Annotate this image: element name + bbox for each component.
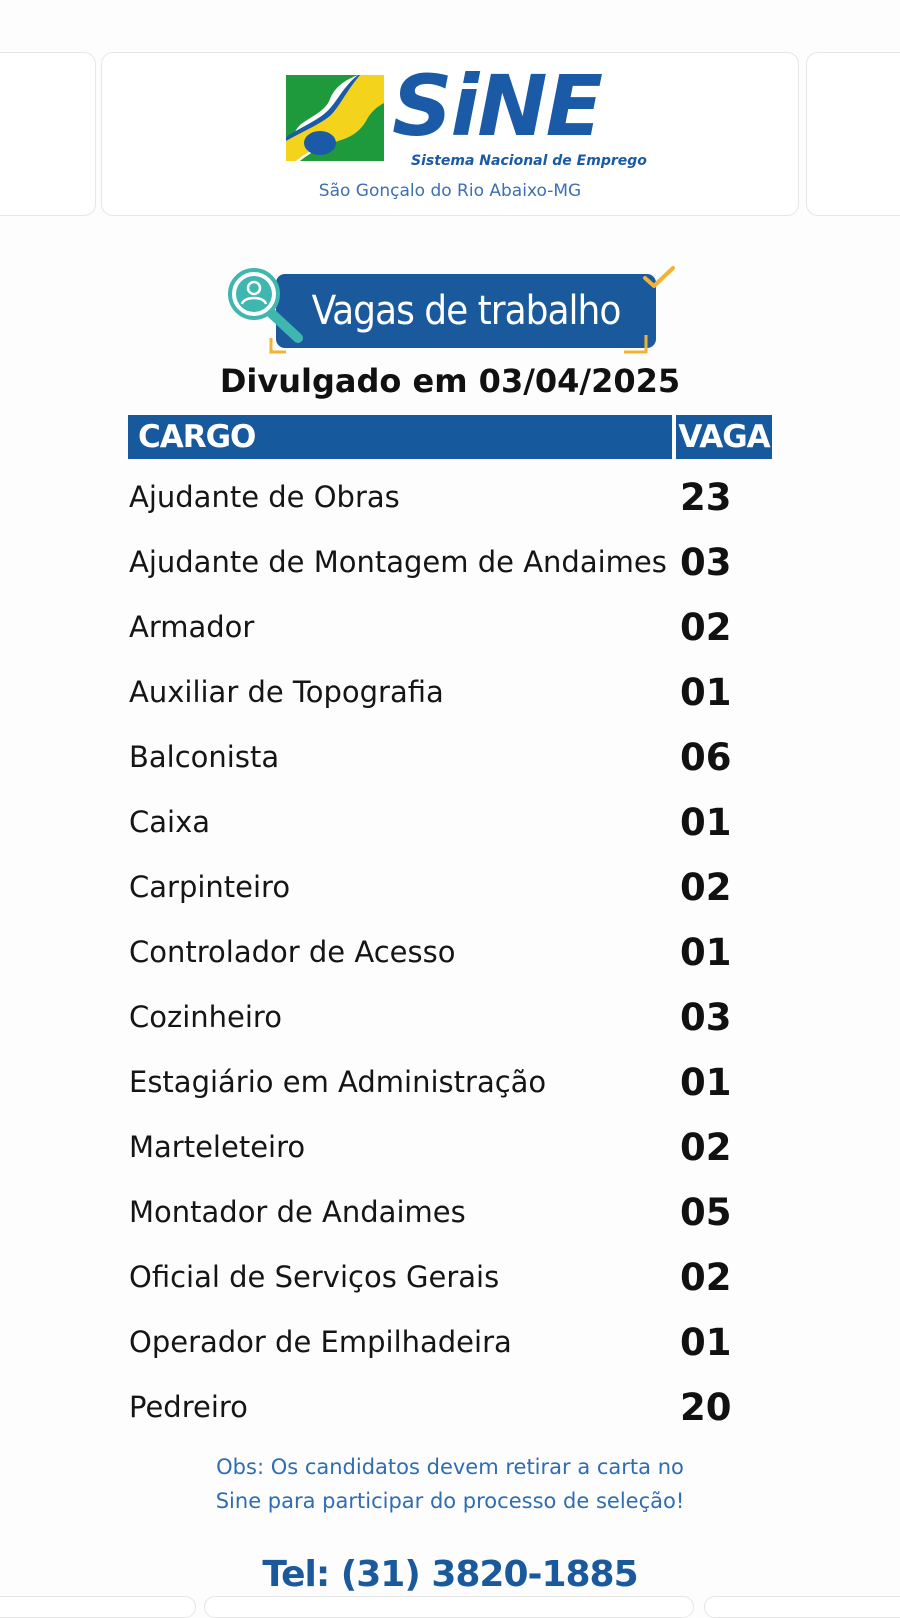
vaga-count: 02 [680,1126,732,1169]
next-carousel-card[interactable] [806,52,900,216]
cargo-name: Pedreiro [129,1390,248,1424]
contact-phone[interactable]: Tel: (31) 3820-1885 [262,1554,638,1595]
cargo-name: Balconista [129,740,280,774]
cargo-name: Cozinheiro [129,1000,282,1034]
prev-carousel-card[interactable] [0,52,96,216]
user-search-icon [228,268,318,358]
vaga-count: 02 [680,866,732,909]
vaga-count: 23 [680,476,732,519]
cargo-name: Montador de Andaimes [129,1195,466,1229]
vaga-count: 01 [680,671,732,714]
vaga-count: 02 [680,1256,732,1299]
header-vaga: VAGA [676,415,772,459]
note-line-1: Obs: Os candidatos devem retirar a carta no [216,1455,684,1479]
table-row [0,604,900,670]
logo-subtitle: Sistema Nacional de Emprego [411,153,647,169]
vaga-count: 01 [680,931,732,974]
vaga-count: 01 [680,801,732,844]
cargo-name: Oficial de Serviços Gerais [129,1260,500,1294]
table-row [0,1059,900,1125]
cargo-name: Ajudante de Montagem de Andaimes [129,545,667,579]
banner-title: Vagas de trabalho [311,288,621,334]
cargo-name: Operador de Empilhadeira [129,1325,512,1359]
table-row [0,669,900,735]
vaga-count: 01 [680,1321,732,1364]
vaga-count: 05 [680,1191,732,1234]
table-row [0,1319,900,1385]
sine-wordmark: SiNE [392,57,601,155]
vaga-count: 03 [680,996,732,1039]
vaga-count: 03 [680,541,732,584]
table-row [0,929,900,995]
published-date: Divulgado em 03/04/2025 [219,362,681,400]
note-line-2: Sine para participar do processo de seleção! [215,1489,685,1513]
vaga-count: 01 [680,1061,732,1104]
table-row [0,1384,900,1450]
logo-card [101,52,799,216]
table-row [0,864,900,930]
table-row [0,994,900,1060]
table-row [0,1124,900,1190]
check-icon [642,264,676,292]
vaga-count: 02 [680,606,732,649]
table-row [0,1189,900,1255]
observation-note [0,1450,900,1518]
cargo-name: Ajudante de Obras [129,480,400,514]
table-row [0,799,900,865]
logo-city: São Gonçalo do Rio Abaixo-MG [318,181,582,201]
cargo-name: Caixa [129,805,211,839]
cargo-name: Marteleteiro [129,1130,306,1164]
flag-logo-icon [280,67,390,169]
cargo-name: Carpinteiro [129,870,291,904]
banner-corner-bracket [620,332,650,356]
table-row [0,1254,900,1320]
carousel-card-bottom[interactable] [204,1596,694,1618]
table-row [0,734,900,800]
banner-box [276,274,656,348]
vagas-banner [228,268,676,366]
cargo-name: Armador [129,610,255,644]
header-cargo: CARGO [128,415,672,459]
vaga-count: 06 [680,736,732,779]
vaga-count: 20 [680,1386,732,1429]
carousel-card-bottom[interactable] [0,1596,196,1618]
cargo-name: Auxiliar de Topografia [129,675,444,709]
cargo-name: Controlador de Acesso [129,935,456,969]
table-row [0,539,900,605]
table-row [0,474,900,540]
cargo-name: Estagiário em Administração [129,1065,547,1099]
carousel-card-bottom[interactable] [704,1596,900,1618]
